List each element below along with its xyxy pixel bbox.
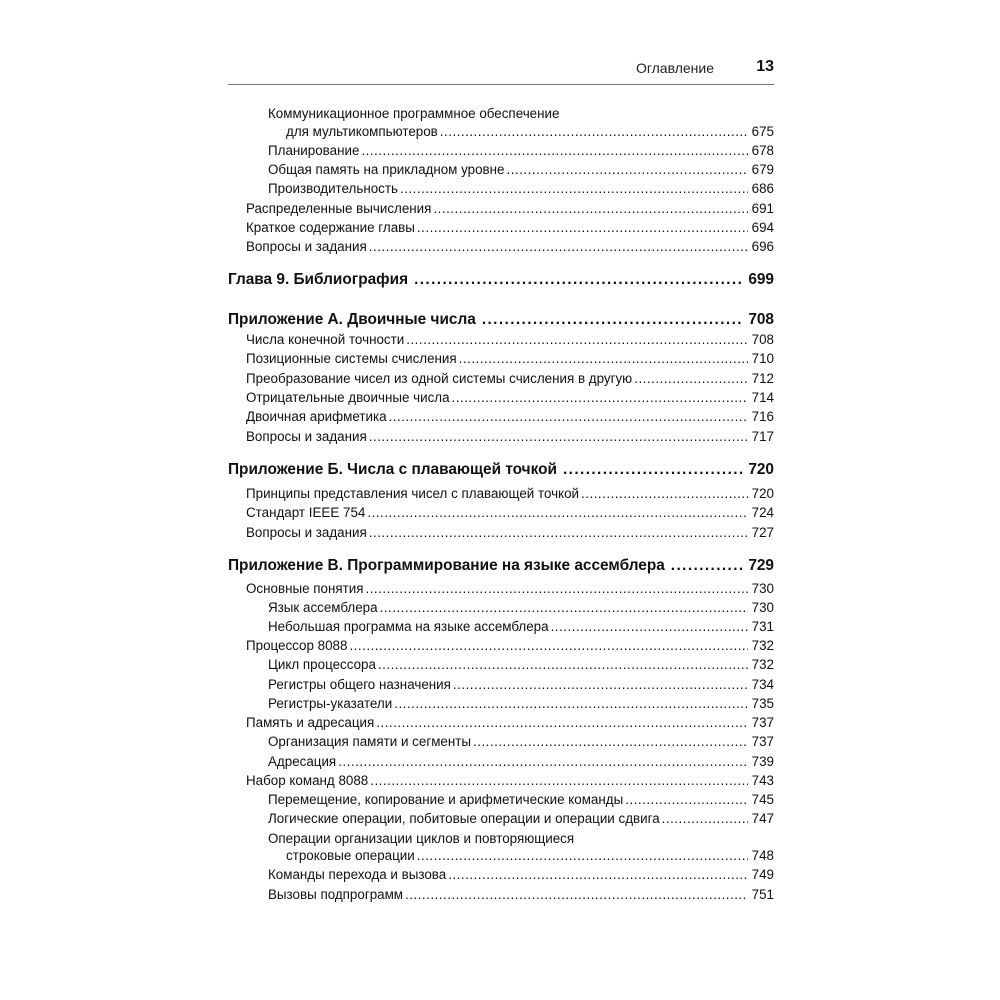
toc-entry[interactable] <box>228 427 774 447</box>
toc-chapter-page: 699 <box>748 271 774 288</box>
toc-entry-page: 727 <box>751 525 774 540</box>
toc-entry-page: 735 <box>751 696 774 711</box>
toc-entry[interactable] <box>228 388 774 408</box>
toc-entry-page: 724 <box>751 505 774 520</box>
toc-entry-title: Язык ассемблера <box>268 600 378 615</box>
toc-entry-page: 694 <box>751 220 774 235</box>
toc-entry-page: 730 <box>751 581 774 596</box>
toc-entry-title: Процессор 8088 <box>246 638 348 653</box>
toc-entry-page: 708 <box>751 332 774 347</box>
toc-entry[interactable] <box>228 122 774 142</box>
toc-entry[interactable] <box>228 732 774 752</box>
toc-entry-page: 716 <box>751 409 774 424</box>
toc-entry[interactable] <box>228 160 774 180</box>
toc-entry-page: 679 <box>751 162 774 177</box>
toc-entry[interactable] <box>228 369 774 389</box>
header-title: Оглавление <box>635 60 714 76</box>
toc-entry-title: Двоичная арифметика <box>246 409 387 424</box>
table-of-contents <box>228 0 774 1000</box>
toc-entry-page: 675 <box>751 124 774 139</box>
toc-entry-page: 686 <box>751 181 774 196</box>
toc-entry-page: 691 <box>751 201 774 216</box>
toc-entry-title: Регистры общего назначения <box>268 677 451 692</box>
toc-entry[interactable] <box>228 675 774 695</box>
toc-entry[interactable] <box>228 617 774 637</box>
toc-chapter-heading[interactable] <box>228 268 774 292</box>
toc-entry-title: Общая память на прикладном уровне <box>268 162 505 177</box>
toc-entry-title: Распределенные вычисления <box>246 201 432 216</box>
toc-entry[interactable] <box>228 713 774 733</box>
toc-entry[interactable] <box>228 503 774 523</box>
toc-entry[interactable] <box>228 885 774 905</box>
toc-chapter-page: 708 <box>748 311 774 328</box>
toc-chapter-heading[interactable] <box>228 308 774 332</box>
toc-entry[interactable] <box>228 694 774 714</box>
toc-entry[interactable] <box>228 809 774 829</box>
toc-entry-title: Принципы представления чисел с плавающей точкой <box>246 486 580 501</box>
toc-entry-title: для мультикомпьютеров <box>286 124 438 139</box>
toc-entry-title: Отрицательные двоичные числа <box>246 390 450 405</box>
toc-entry-page: 734 <box>751 677 774 692</box>
toc-entry[interactable] <box>228 218 774 238</box>
toc-entry[interactable] <box>228 199 774 219</box>
toc-entry-title: Вызовы подпрограмм <box>268 887 404 902</box>
toc-chapter-title: Глава 9. Библиография <box>228 271 409 288</box>
toc-entry-title: Регистры-указатели <box>268 696 393 711</box>
toc-entry[interactable] <box>228 179 774 199</box>
header-page-number: 13 <box>756 58 774 75</box>
toc-entry-title: Цикл процессора <box>268 657 376 672</box>
toc-entry-page: 696 <box>751 239 774 254</box>
toc-entry[interactable] <box>228 752 774 772</box>
toc-entry-page: 749 <box>751 867 774 882</box>
toc-entry-first-line: Коммуникационное программное обеспечение <box>268 106 560 121</box>
toc-entry-page: 710 <box>751 351 774 366</box>
toc-entry-page: 751 <box>751 887 774 902</box>
toc-entry-page: 737 <box>751 715 774 730</box>
toc-entry-page: 714 <box>751 390 774 405</box>
toc-entry[interactable] <box>228 484 774 504</box>
toc-entry[interactable] <box>228 598 774 618</box>
toc-entry-title: Вопросы и задания <box>246 239 367 254</box>
toc-entry-title: Память и адресация <box>246 715 375 730</box>
toc-entry-page: 731 <box>751 619 774 634</box>
toc-entry-page: 678 <box>751 143 774 158</box>
toc-entry[interactable] <box>228 407 774 427</box>
toc-chapter-title: Приложение В. Программирование на языке ассемблера <box>228 557 665 574</box>
toc-entry[interactable] <box>228 865 774 885</box>
toc-entry-title: Позиционные системы счисления <box>246 351 457 366</box>
toc-entry[interactable] <box>228 349 774 369</box>
toc-entry-page: 712 <box>751 371 774 386</box>
toc-entry-title: Преобразование чисел из одной системы счисления в другую <box>246 371 633 386</box>
toc-entry-page: 737 <box>751 734 774 749</box>
toc-chapter-page: 729 <box>748 557 774 574</box>
toc-chapter-heading[interactable] <box>228 458 774 482</box>
toc-entry-title: Команды перехода и вызова <box>268 867 447 882</box>
toc-entry-page: 739 <box>751 754 774 769</box>
toc-entry-title: Перемещение, копирование и арифметические команды <box>268 792 624 807</box>
toc-entry-page: 747 <box>751 811 774 826</box>
toc-chapter-title: Приложение А. Двоичные числа <box>228 311 476 328</box>
toc-entry[interactable] <box>228 523 774 543</box>
toc-entry-page: 720 <box>751 486 774 501</box>
toc-entry-title: Числа конечной точности <box>246 332 405 347</box>
toc-chapter-page: 720 <box>748 461 774 478</box>
toc-entry[interactable] <box>228 330 774 350</box>
toc-entry-title: Логические операции, побитовые операции и операции сдвига <box>268 811 660 826</box>
toc-chapter-title: Приложение Б. Числа с плавающей точкой <box>228 461 557 478</box>
toc-entry-page: 732 <box>751 657 774 672</box>
toc-entry-title: Производительность <box>268 181 398 196</box>
toc-entry-page: 730 <box>751 600 774 615</box>
toc-chapter-heading[interactable] <box>228 554 774 578</box>
toc-entry-title: Вопросы и задания <box>246 525 367 540</box>
toc-entry-page: 743 <box>751 773 774 788</box>
toc-entry-title: строковые операции <box>286 848 415 863</box>
toc-entry[interactable] <box>228 771 774 791</box>
toc-entry-title: Планирование <box>268 143 360 158</box>
toc-entry-title: Основные понятия <box>246 581 364 596</box>
toc-entry-page: 732 <box>751 638 774 653</box>
toc-entry[interactable] <box>228 636 774 656</box>
toc-entry-page: 748 <box>751 848 774 863</box>
toc-entry[interactable] <box>228 790 774 810</box>
toc-entry-page: 745 <box>751 792 774 807</box>
toc-entry-page: 717 <box>751 429 774 444</box>
toc-entry-title: Адресация <box>268 754 337 769</box>
toc-entry-title: Стандарт IEEE 754 <box>246 505 366 520</box>
toc-entry-title: Небольшая программа на языке ассемблера <box>268 619 549 634</box>
toc-entry-title: Организация памяти и сегменты <box>268 734 472 749</box>
toc-entry[interactable] <box>228 237 774 257</box>
toc-entry-title: Вопросы и задания <box>246 429 367 444</box>
toc-entry[interactable] <box>228 846 774 866</box>
toc-entry[interactable] <box>228 141 774 161</box>
toc-entry-first-line: Операции организации циклов и повторяющиеся <box>268 831 575 846</box>
toc-entry-title: Набор команд 8088 <box>246 773 369 788</box>
toc-entry[interactable] <box>228 579 774 599</box>
toc-entry[interactable] <box>228 655 774 675</box>
toc-entry-title: Краткое содержание главы <box>246 220 415 235</box>
